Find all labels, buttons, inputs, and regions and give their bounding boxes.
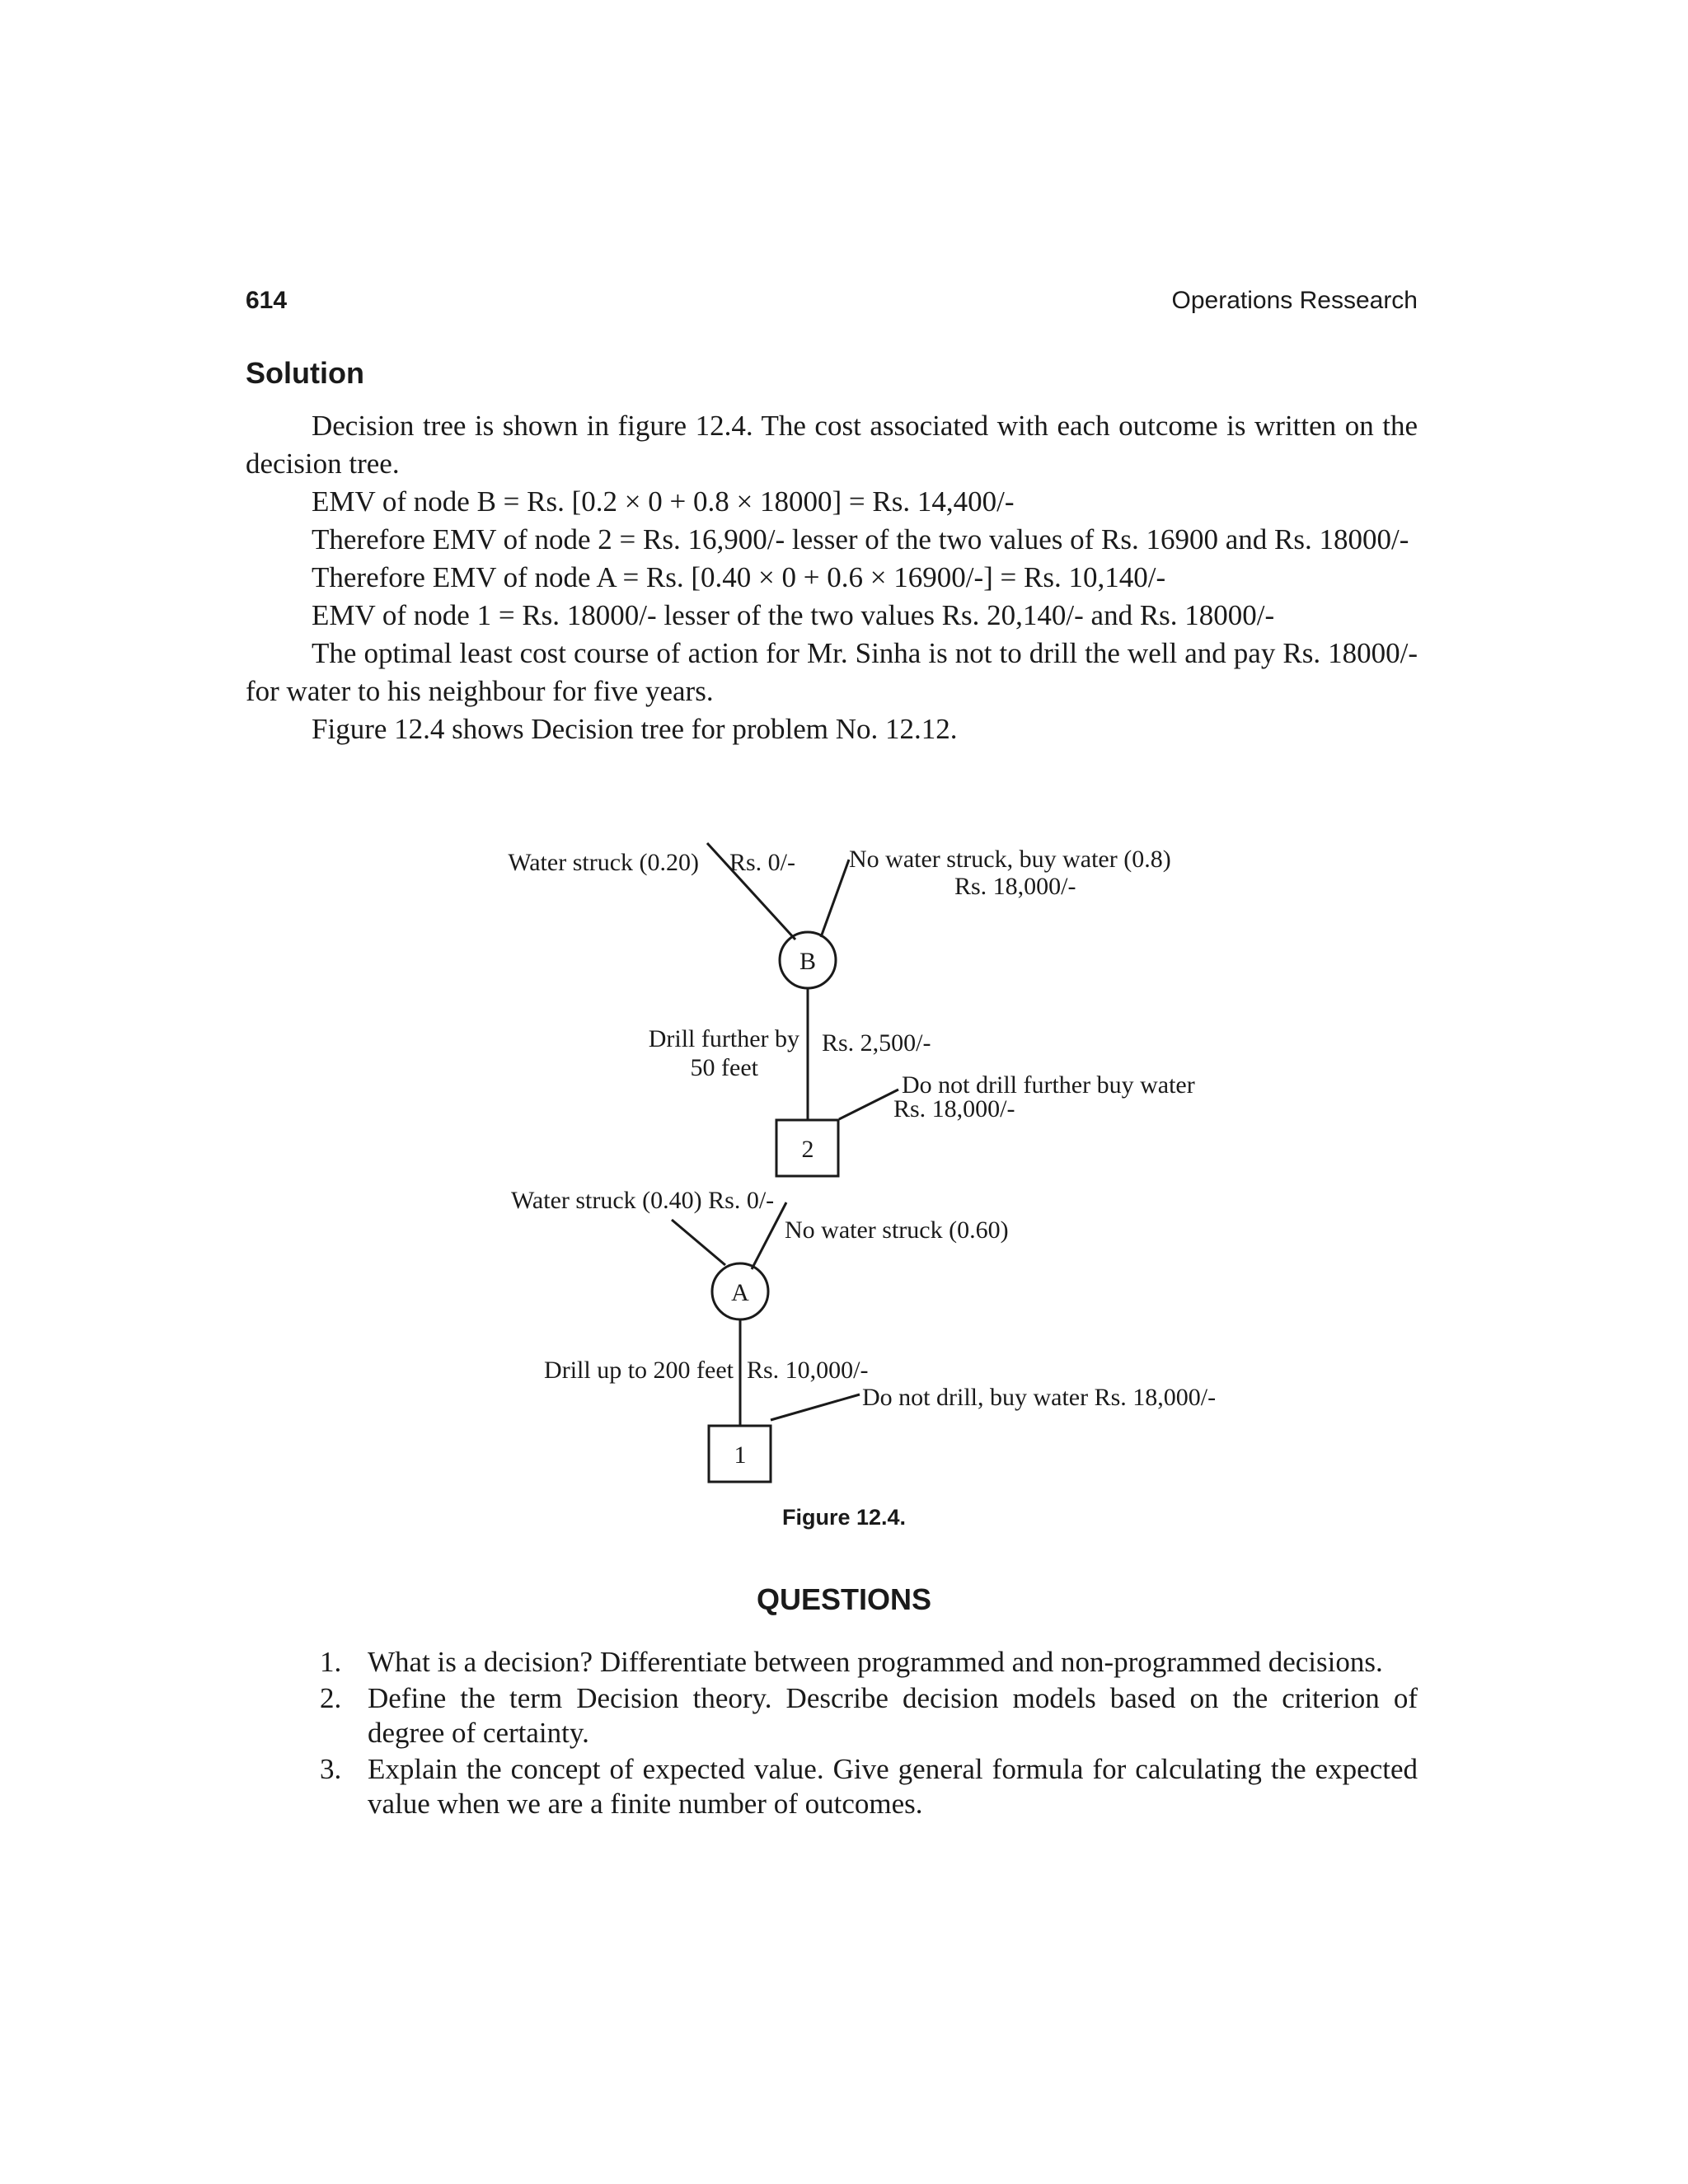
label-not-drill: Do not drill, buy water Rs. 18,000/-	[862, 1384, 1217, 1411]
node-a-label: A	[731, 1279, 749, 1306]
node-1-label: 1	[734, 1441, 747, 1469]
running-header: Operations Ressearch	[1171, 287, 1418, 314]
paragraph: EMV of node 1 = Rs. 18000/- lesser of the two values Rs. 20,140/- and Rs. 18000/-	[312, 599, 1275, 631]
question-number: 3.	[320, 1753, 342, 1785]
question-text: What is a decision? Differentiate between programmed and non-programmed decisions.	[368, 1646, 1383, 1678]
section-heading: Solution	[246, 356, 364, 390]
question-text: Explain the concept of expected value. Give general formula for calculating the expected value when we are a finite number of outcomes.	[368, 1753, 1418, 1820]
list-item	[312, 1681, 1418, 1750]
paragraph: Therefore EMV of node 2 = Rs. 16,900/- lesser of the two values of Rs. 16900 and Rs. 18000/-	[312, 523, 1409, 555]
label-not-drill-further-cost: Rs. 18,000/-	[893, 1095, 1015, 1122]
branch-not-drill-further	[839, 1090, 898, 1119]
label-water-struck-b-cost: Rs. 0/-	[729, 849, 796, 876]
label-water-struck-a: Water struck (0.40) Rs. 0/-	[511, 1187, 775, 1214]
list-item	[312, 1752, 1418, 1821]
page-number: 614	[246, 287, 288, 314]
label-not-drill-further: Do not drill further buy water	[902, 1071, 1195, 1099]
label-water-struck-b: Water struck (0.20)	[508, 849, 699, 876]
label-drill-further-cost: Rs. 2,500/-	[822, 1029, 931, 1057]
question-number: 2.	[320, 1682, 342, 1714]
label-drill-further-1: Drill further by	[648, 1025, 799, 1052]
branch-water-struck-a	[672, 1220, 725, 1265]
figure-caption: Figure 12.4.	[781, 1505, 907, 1530]
questions-list	[312, 1645, 1418, 1823]
paragraph: Figure 12.4 shows Decision tree for problem No. 12.12.	[312, 713, 958, 745]
node-2-label: 2	[801, 1136, 814, 1163]
paragraph: Decision tree is shown in figure 12.4. The cost associated with each outcome is written on the decision tree.	[246, 410, 1418, 480]
node-b-label: B	[799, 948, 817, 975]
label-drill-further-2: 50 feet	[690, 1054, 758, 1081]
question-number: 1.	[320, 1646, 342, 1678]
question-text: Define the term Decision theory. Describe decision models based on the criterion of degree of certainty.	[368, 1682, 1418, 1749]
label-no-water-b-cost: Rs. 18,000/-	[954, 873, 1076, 900]
paragraph: EMV of node B = Rs. [0.2 × 0 + 0.8 × 18000] = Rs. 14,400/-	[312, 485, 1015, 518]
label-no-water-b: No water struck, buy water (0.8)	[849, 846, 1171, 873]
label-no-water-a: No water struck (0.60)	[785, 1216, 1009, 1244]
list-item	[312, 1645, 1418, 1680]
questions-heading: QUESTIONS	[756, 1582, 932, 1616]
paragraph: The optimal least cost course of action for Mr. Sinha is not to drill the well and pay Rs. 18000/- for water to his neighbour for five years.	[246, 637, 1418, 707]
paragraph: Therefore EMV of node A = Rs. [0.40 × 0 + 0.6 × 16900/-] = Rs. 10,140/-	[312, 561, 1166, 593]
branch-no-water-b	[821, 860, 849, 937]
label-drill-200: Drill up to 200 feet	[544, 1357, 734, 1384]
label-drill-200-cost: Rs. 10,000/-	[747, 1357, 869, 1384]
branch-not-drill	[771, 1394, 860, 1420]
